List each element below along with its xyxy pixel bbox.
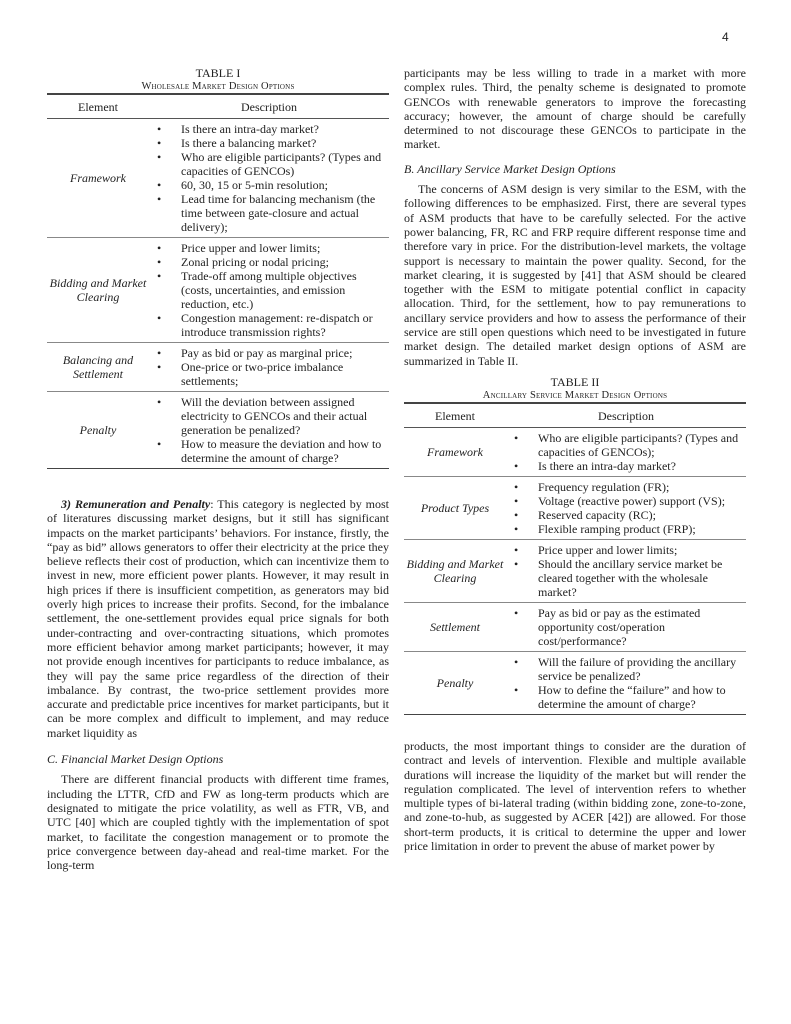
page-number: 4 <box>722 30 729 44</box>
list-item: • Is there an intra-day market? <box>149 122 389 136</box>
table2-title: Ancillary Service Market Design Options <box>482 389 668 401</box>
list-item: • Should the ancillary service market be cleared together with the wholesale market? <box>506 557 746 599</box>
list-item: • How to measure the deviation and how to determine the amount of charge? <box>149 437 389 465</box>
remuneration-body: : This category is neglected by most of literatures discussing market designs, but it still has significant impacts on the market participants’ behaviors. For instance, firstly, the “pay as bid” allows generators to offer their electricity at the price they believe reflects their cost of production, which can incentivize them to invest in new, more efficient power plants. However, it may result in high prices if there is insufficient competition, as generators may bid overly high prices to increase their profits. Second, for the imbalance settlement, the one-settlement provides equal price signals for both under-contracting and over-contracting situations, which promotes more efficient behavior among market participants; however, it may not provide enough incentives for participants to reduce imbalance, as they will pay the same price regardless of the direction of their imbalance. By contrast, the two-price settlement provides more accurate and predictable price incentives for market participants, but it can be more complex and difficult to implement, and may reduce market liquidity as <box>47 497 389 740</box>
list-item: • Is there an intra-day market? <box>506 459 746 473</box>
row-element: Framework <box>47 119 149 238</box>
row-description <box>149 238 389 343</box>
list-item: • Pay as bid or pay as marginal price; <box>149 346 389 360</box>
row-element: Penalty <box>404 651 506 714</box>
list-item: • Pay as bid or pay as the estimated opportunity cost/operation cost/performance? <box>506 606 746 648</box>
table-row <box>47 392 389 469</box>
row-description <box>149 392 389 469</box>
list-item: • Trade-off among multiple objectives (costs, uncertainties, and emission reduction, etc.) <box>149 269 389 311</box>
list-item: • One-price or two-price imbalance settlements; <box>149 360 389 388</box>
list-item: • Reserved capacity (RC); <box>506 508 746 522</box>
row-element: Framework <box>404 427 506 476</box>
table-row <box>404 539 746 602</box>
list-item: • Flexible ramping product (FRP); <box>506 522 746 536</box>
table-row <box>47 238 389 343</box>
asm-paragraph: The concerns of ASM design is very similar to the ESM, with the following differences to be emphasized. First, there are several types of ASM products that have to be carefully selected. For the active power balancing, FR, RC and FRP require different response time and therefore vary in price. For the distribution-level markets, the voltage support is necessary to maintain the power quality. Second, for the market clearing, it is suggested by [41] that ASM should be cleared together with the ESM to mitigate potential conflict in capacity allocation. Third, for the settlement, how to pay remunerations to ancillary service providers and how to assess the performance of their service are still open questions which need to be investigated in future market design. The detailed market design options of ASM are summarized in Table II. <box>404 182 746 368</box>
financial-paragraph: There are different financial products with different time frames, including the LTTR, CfD and FW as long-term products which are designated to mitigate the price volatility, as well as FTR, VB, and UTC [40] which are coupled tightly with the implementation of spot market, to facilitate the congestion management or to promote the price convergence between day-ahead and real-time market. For the long-term <box>47 772 389 873</box>
table-row <box>404 602 746 651</box>
asm-section-heading: B. Ancillary Service Market Design Options <box>404 161 616 176</box>
row-element: Balancing and Settlement <box>47 343 149 392</box>
row-description <box>149 343 389 392</box>
row-element: Product Types <box>404 476 506 539</box>
table2-head-description: Description <box>506 403 746 428</box>
list-item: • Will the failure of providing the ancillary service be penalized? <box>506 655 746 683</box>
list-item: • Who are eligible participants? (Types and capacities of GENCOs); <box>506 431 746 459</box>
row-element: Bidding and Market Clearing <box>404 539 506 602</box>
row-description <box>506 602 746 651</box>
list-item: • Lead time for balancing mechanism (the time between gate-closure and actual delivery); <box>149 192 389 234</box>
table-row <box>404 476 746 539</box>
table2 <box>404 402 746 715</box>
right-paragraph-bottom: products, the most important things to consider are the duration of contract and levels of intervention. Flexible and multiple available durations will increase the liquidity of the market but will render the regulation complicated. The level of intervention refers to whether multiple types of bi-lateral trading (within bidding zone, zone-to-zone, and zone-to-hub, as suggested by ACER [42]) are allowed. For those short-term products, it is critical to determine the upper and lower price limitation in order to prevent the abuse of market power by <box>404 738 746 854</box>
row-description <box>506 476 746 539</box>
row-element: Settlement <box>404 602 506 651</box>
row-description <box>506 651 746 714</box>
list-item: • Congestion management: re-dispatch or introduce transmission rights? <box>149 311 389 339</box>
table1-head-description: Description <box>149 94 389 119</box>
financial-section-heading: C. Financial Market Design Options <box>47 752 224 767</box>
list-item: • Will the deviation between assigned electricity to GENCOs and their actual generation be penalized? <box>149 395 389 437</box>
table2-caption: TABLE II <box>550 374 600 389</box>
table1-head-element: Element <box>47 94 149 119</box>
right-paragraph-1: participants may be less willing to trade in a market with more complex rules. Third, the penalty scheme is designated to promote GENCOs with renewable generators to improve the forecasting accuracy; however, the amount of charge should be carefully determined to not discourage these GENCOs to participate in the market. <box>404 66 746 152</box>
list-item: • How to define the “failure” and how to determine the amount of charge? <box>506 683 746 711</box>
list-item: • 60, 30, 15 or 5-min resolution; <box>149 178 389 192</box>
list-item: • Who are eligible participants? (Types and capacities of GENCOs) <box>149 150 389 178</box>
table-row <box>47 343 389 392</box>
table1-caption: TABLE I <box>195 66 241 80</box>
row-description <box>506 539 746 602</box>
table-row <box>404 427 746 476</box>
row-element: Bidding and Market Clearing <box>47 238 149 343</box>
row-description <box>506 427 746 476</box>
list-item: • Frequency regulation (FR); <box>506 480 746 494</box>
table2-head-element: Element <box>404 403 506 428</box>
remuneration-heading: 3) Remuneration and Penalty <box>61 497 211 511</box>
list-item: • Voltage (reactive power) support (VS); <box>506 494 746 508</box>
table1 <box>47 93 389 469</box>
table1-title: Wholesale Market Design Options <box>141 81 295 92</box>
table-row <box>47 119 389 238</box>
list-item: • Price upper and lower limits; <box>149 241 389 255</box>
row-element: Penalty <box>47 392 149 469</box>
table-row <box>404 651 746 714</box>
list-item: • Price upper and lower limits; <box>506 543 746 557</box>
list-item: • Zonal pricing or nodal pricing; <box>149 255 389 269</box>
row-description <box>149 119 389 238</box>
right-column <box>404 66 746 853</box>
list-item: • Is there a balancing market? <box>149 136 389 150</box>
left-column <box>47 66 389 872</box>
remuneration-paragraph <box>47 497 389 740</box>
